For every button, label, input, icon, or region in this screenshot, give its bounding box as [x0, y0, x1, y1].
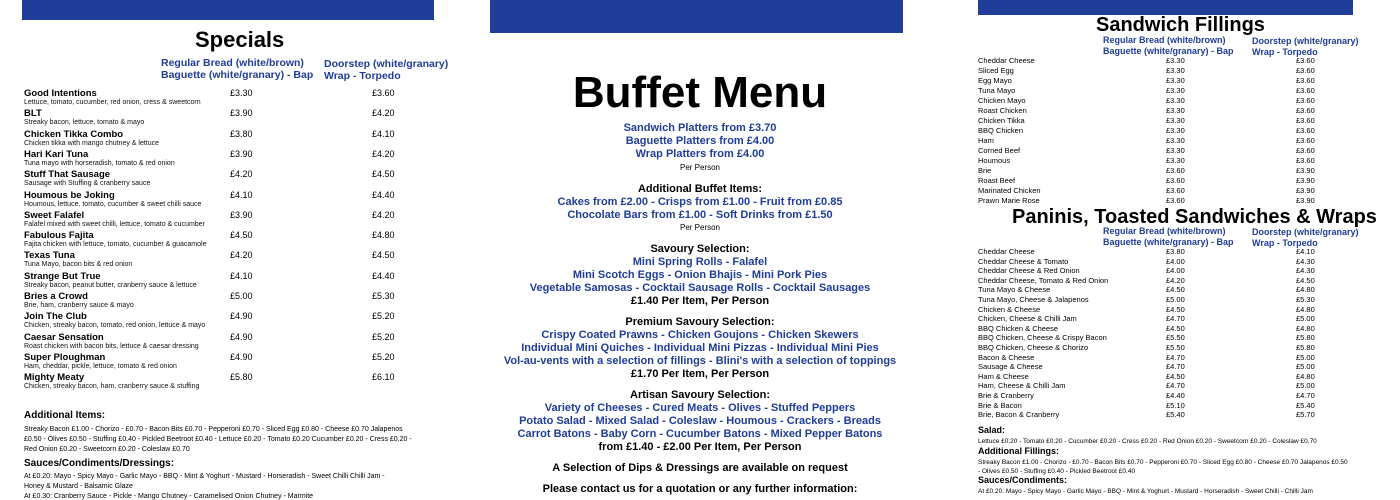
specials-item-price-regular: £4.10 — [230, 189, 253, 200]
paninis-col2-header-2: Wrap - Torpedo — [1252, 238, 1318, 248]
filling-row-price-regular: £3.30 — [1166, 116, 1185, 125]
panini-row-name: Brie & Bacon — [978, 400, 1022, 410]
savoury-title: Savoury Selection: — [650, 243, 750, 255]
specials-item-price-doorstep: £5.20 — [372, 311, 395, 322]
specials-item-desc: Streaky bacon, peanut butter, cranberry sauce & lettuce — [24, 281, 197, 289]
fillings-col2-header-1: Doorstep (white/granary) — [1252, 36, 1359, 46]
specials-banner — [22, 0, 434, 20]
filling-row-price-doorstep: £3.60 — [1296, 96, 1315, 105]
panini-row-price-doorstep: £4.80 — [1296, 371, 1315, 381]
panini-row-name: Cheddar Cheese & Tomato — [978, 256, 1069, 266]
panini-row-price-regular: £4.70 — [1166, 352, 1185, 362]
filling-row-price-regular: £3.30 — [1166, 86, 1185, 95]
filling-row-name: Marinated Chicken — [978, 186, 1041, 195]
panini-row-price-regular: £4.00 — [1166, 266, 1185, 276]
filling-row-price-doorstep: £3.90 — [1296, 186, 1315, 195]
filling-row-name: Sliced Egg — [978, 66, 1014, 75]
specials-item — [24, 210, 444, 232]
panini-row-name: Ham & Cheese — [978, 371, 1029, 381]
specials-col2-header-1: Doorstep (white/granary) — [324, 58, 449, 70]
panini-row — [978, 295, 1318, 305]
panini-row-price-doorstep: £4.80 — [1296, 304, 1315, 314]
specials-item-name: Strange But True — [24, 270, 101, 282]
panini-row — [978, 247, 1318, 257]
panini-row-price-doorstep: £5.80 — [1296, 343, 1315, 352]
specials-item — [24, 332, 444, 354]
premium-line1: Crispy Coated Prawns - Chicken Goujons - Chicken Skewers — [541, 329, 859, 341]
filling-row — [978, 116, 1318, 126]
paninis-col1-header-2: Baguette (white/granary) - Bap — [1103, 237, 1234, 247]
panini-row-price-regular: £5.00 — [1166, 295, 1185, 304]
specials-item — [24, 149, 444, 171]
filling-row-price-regular: £3.30 — [1166, 96, 1185, 105]
filling-row-price-doorstep: £3.60 — [1296, 156, 1315, 165]
panini-row — [978, 410, 1318, 420]
panini-row-price-doorstep: £4.70 — [1296, 391, 1315, 400]
specials-item-price-doorstep: £5.20 — [372, 331, 395, 342]
filling-row-price-regular: £3.30 — [1166, 136, 1185, 145]
panini-row-name: Bacon & Cheese — [978, 352, 1035, 362]
panini-row-price-doorstep: £4.50 — [1296, 275, 1315, 285]
filling-row — [978, 86, 1318, 96]
specials-additional-text: Streaky Bacon £1.00 - Chorizo - £0.70 - Bacon Bits £0.70 - Pepperoni £0.70 - Sliced Egg £0.80 - Cheese £0.70 Jalapenos £0.50 - Olives £0.50 - Stuffing £0.40 - Pickled Beetroot £0.40 - Lettuce £0.20 - Tomato £0.20 Cucumber £0.20 - Cress £0.20 - Red Onion £0.20 - Sweetcorn £0.20 - Coleslaw £0.70 — [24, 426, 412, 453]
additional-per-person: Per Person — [679, 223, 721, 232]
panini-row-price-regular: £4.50 — [1166, 371, 1185, 381]
filling-row-name: Roast Chicken — [978, 106, 1027, 115]
premium-line3: Vol-au-vents with a selection of fillings - Blini's with a selection of toppings — [503, 355, 897, 367]
specials-item-price-regular: £4.90 — [230, 351, 253, 362]
specials-item-desc: Chicken, streaky bacon, tomato, red onion, lettuce & mayo — [24, 322, 206, 330]
paninis-col2-header-1: Doorstep (white/granary) — [1252, 227, 1359, 237]
specials-item-name: Good Intentions — [24, 88, 97, 99]
artisan-line1: Variety of Cheeses - Cured Meats - Olives - Stuffed Peppers — [544, 402, 856, 414]
filling-row — [978, 186, 1318, 196]
specials-item-name: Super Ploughman — [24, 351, 106, 363]
specials-item-price-regular: £4.90 — [230, 331, 253, 342]
filling-row-price-regular: £3.30 — [1166, 156, 1185, 165]
specials-col2-header-2: Wrap - Torpedo — [324, 70, 401, 82]
salad-title: Salad: — [978, 425, 1006, 435]
panini-row-price-regular: £4.70 — [1166, 314, 1185, 324]
specials-item — [24, 108, 444, 130]
panini-row-price-doorstep: £5.30 — [1296, 295, 1315, 304]
specials-item — [24, 129, 444, 151]
specials-item-name: Texas Tuna — [24, 250, 75, 262]
paninis-col1-header-1: Regular Bread (white/brown) — [1103, 226, 1226, 236]
panini-row-price-regular: £4.50 — [1166, 323, 1185, 333]
panini-row — [978, 353, 1318, 363]
platter-wrap: Wrap Platters from £4.00 — [635, 148, 765, 160]
filling-row-name: Ham — [978, 136, 994, 145]
panini-row — [978, 285, 1318, 295]
specials-item-desc: Fajita chicken with lettuce, tomato, cucumber & guacamole — [24, 241, 207, 249]
panini-row-price-regular: £4.70 — [1166, 362, 1185, 372]
filling-row-name: Roast Beef — [978, 176, 1016, 185]
specials-item-price-regular: £5.80 — [230, 372, 253, 383]
platter-sandwich: Sandwich Platters from £3.70 — [623, 122, 777, 134]
specials-item-price-doorstep: £4.50 — [372, 169, 395, 180]
paninis-title: Paninis, Toasted Sandwiches & Wraps — [1012, 206, 1377, 228]
specials-item-name: Bries a Crowd — [24, 291, 88, 302]
specials-item-desc: Tuna mayo with horseradish, tomato & red onion — [24, 159, 175, 167]
specials-item-name: Fabulous Fajita — [24, 230, 94, 242]
specials-item-price-regular: £5.00 — [230, 291, 253, 301]
specials-item-price-doorstep: £5.30 — [372, 291, 395, 301]
specials-item-desc: Roast chicken with bacon bits, lettuce & caesar dressing — [24, 342, 199, 350]
specials-item-desc: Houmous, lettuce, tomato, cucumber & sweet chilli sauce — [24, 200, 202, 208]
panini-row-name: BBQ Chicken, Cheese & Crispy Bacon — [978, 333, 1107, 343]
specials-item-desc: Sausage with Stuffing & cranberry sauce — [24, 180, 151, 188]
specials-item-desc: Falafel mixed with sweet chilli, lettuce, tomato & cucumber — [24, 220, 205, 228]
panini-row-price-doorstep: £4.30 — [1296, 266, 1315, 276]
specials-item-price-doorstep: £4.50 — [372, 250, 395, 261]
artisan-line3: Carrot Batons - Baby Corn - Cucumber Batons - Mixed Pepper Batons — [517, 428, 883, 440]
filling-row-price-doorstep: £3.60 — [1296, 136, 1315, 145]
fillings-col2-header-2: Wrap - Torpedo — [1252, 47, 1318, 57]
panini-row-name: Tuna Mayo, Cheese & Jalapenos — [978, 295, 1089, 304]
buffet-title: Buffet Menu — [572, 68, 828, 117]
filling-row-price-doorstep: £3.90 — [1296, 176, 1315, 185]
specials-item-price-regular: £3.90 — [230, 148, 253, 159]
artisan-title: Artisan Savoury Selection: — [630, 389, 770, 401]
specials-item-name: Join The Club — [24, 311, 87, 323]
specials-panel — [0, 0, 450, 500]
specials-item — [24, 291, 444, 313]
premium-line2: Individual Mini Quiches - Individual Mini Pizzas - Individual Mini Pies — [521, 342, 879, 354]
artisan-price: from £1.40 - £2.00 Per Item, Per Person — [598, 441, 802, 453]
filling-row-price-doorstep: £3.60 — [1296, 86, 1315, 95]
filling-row — [978, 166, 1318, 176]
filling-row-price-doorstep: £3.90 — [1296, 196, 1315, 205]
panini-row-price-regular: £5.50 — [1166, 333, 1185, 343]
specials-item-price-regular: £3.90 — [230, 108, 253, 119]
specials-item — [24, 352, 444, 374]
specials-col1-header-2: Baguette (white/granary) - Bap — [161, 69, 314, 81]
filling-row — [978, 66, 1318, 76]
panini-row-price-regular: £4.50 — [1166, 285, 1185, 295]
filling-row-price-regular: £3.30 — [1166, 126, 1185, 135]
specials-item-price-doorstep: £3.60 — [372, 88, 395, 98]
panini-row-price-regular: £4.00 — [1166, 256, 1185, 266]
filling-row-name: Prawn Marie Rose — [978, 196, 1040, 205]
fillings-col1-header-2: Baguette (white/granary) - Bap — [1103, 46, 1234, 56]
specials-item — [24, 169, 444, 191]
specials-sauces-text: At £0.20: Mayo - Spicy Mayo - Garlic Mayo - BBQ - Mint & Yoghurt - Mustard - Horseradish - Sweet Chilli Chilli Jam - Honey & Mustard - Balsamic Glaze — [24, 473, 385, 490]
dips-note: A Selection of Dips & Dressings are available on request — [552, 462, 848, 474]
panini-row-price-regular: £5.50 — [1166, 343, 1185, 352]
filling-row-price-regular: £3.60 — [1166, 186, 1185, 195]
panini-row-name: Tuna Mayo & Cheese — [978, 285, 1051, 295]
savoury-line2: Mini Scotch Eggs - Onion Bhajis - Mini Pork Pies — [572, 269, 828, 281]
specials-item — [24, 190, 444, 212]
specials-col1-header-1: Regular Bread (white/brown) — [161, 57, 304, 69]
platter-per-person: Per Person — [679, 163, 721, 172]
filling-row-price-regular: £3.60 — [1166, 166, 1185, 175]
filling-row-price-doorstep: £3.60 — [1296, 76, 1315, 85]
panini-row-price-regular: £4.20 — [1166, 275, 1185, 285]
panini-row-name: Sausage & Cheese — [978, 362, 1043, 372]
filling-row — [978, 136, 1318, 146]
specials-item-name: Sweet Falafel — [24, 209, 85, 221]
specials-sauces-title: Sauces/Condiments/Dressings: — [24, 458, 175, 469]
panini-row-name: Cheddar Cheese & Red Onion — [978, 266, 1080, 276]
specials-item-price-doorstep: £4.10 — [372, 128, 395, 139]
savoury-line1: Mini Spring Rolls - Falafel — [632, 256, 768, 268]
specials-item-name: Chicken Tikka Combo — [24, 128, 124, 140]
platter-baguette: Baguette Platters from £4.00 — [625, 135, 775, 147]
panini-row-price-doorstep: £4.30 — [1296, 256, 1315, 266]
panini-row — [978, 266, 1318, 276]
specials-item-name: Caesar Sensation — [24, 331, 104, 343]
panini-row — [978, 372, 1318, 382]
panini-row — [978, 333, 1318, 343]
filling-row-price-regular: £3.30 — [1166, 56, 1185, 65]
specials-item-price-doorstep: £4.20 — [372, 209, 395, 220]
panini-row-name: BBQ Chicken & Cheese — [978, 323, 1059, 333]
specials-item-desc: Tuna Mayo, bacon bits & red onion — [24, 261, 133, 269]
panini-row — [978, 324, 1318, 334]
panini-row-name: Cheddar Cheese — [978, 247, 1035, 256]
specials-item-desc: Brie, ham, cranberry sauce & mayo — [24, 302, 134, 309]
filling-row — [978, 106, 1318, 116]
specials-item-name: Mighty Meaty — [24, 372, 85, 384]
specials-item-price-regular: £4.10 — [230, 270, 253, 281]
filling-row-price-doorstep: £3.60 — [1296, 106, 1315, 115]
panini-row-name: Ham, Cheese & Chilli Jam — [978, 381, 1066, 391]
filling-row-name: Corned Beef — [978, 146, 1021, 155]
panini-row-name: Chicken, Cheese & Chilli Jam — [978, 314, 1077, 324]
filling-row-price-doorstep: £3.60 — [1296, 56, 1315, 65]
specials-item-desc: Lettuce, tomato, cucumber, red onion, cress & sweetcorn — [24, 99, 201, 106]
panini-row-price-regular: £5.40 — [1166, 410, 1185, 420]
specials-item-price-doorstep: £6.10 — [372, 372, 395, 383]
panini-row-price-doorstep: £4.80 — [1296, 323, 1315, 333]
panini-row-price-regular: £4.70 — [1166, 381, 1185, 391]
filling-row-name: Chicken Mayo — [978, 96, 1026, 105]
filling-row-name: Brie — [978, 166, 992, 175]
specials-item-name: BLT — [24, 108, 42, 120]
filling-row — [978, 196, 1318, 206]
filling-row-name: Cheddar Cheese — [978, 56, 1035, 65]
buffet-additional-line1: Cakes from £2.00 - Crisps from £1.00 - Fruit from £0.85 — [557, 196, 843, 208]
panini-row — [978, 391, 1318, 401]
panini-row — [978, 257, 1318, 267]
panini-row-price-doorstep: £5.00 — [1296, 352, 1315, 362]
panini-row-price-regular: £3.80 — [1166, 247, 1185, 256]
artisan-line2: Potato Salad - Mixed Salad - Coleslaw - Houmous - Crackers - Breads — [519, 415, 881, 427]
specials-item — [24, 271, 444, 293]
fillings-title: Sandwich Fillings — [1096, 14, 1265, 36]
paninis-sauces-text: At £0.20: Mayo - Spicy Mayo - Garlic Mayo - BBQ - Mint & Yoghurt - Mustard - Horseradish - Sweet Chilli - Chilli Jam — [978, 488, 1313, 495]
panini-row — [978, 305, 1318, 315]
specials-item — [24, 311, 444, 333]
specials-item-price-regular: £4.90 — [230, 311, 253, 322]
panini-row-name: Cheddar Cheese, Tomato & Red Onion — [978, 275, 1109, 285]
specials-title: Specials — [195, 27, 285, 52]
filling-row-price-regular: £3.30 — [1166, 106, 1185, 115]
specials-item — [24, 250, 444, 272]
filling-row-name: Tuna Mayo — [978, 86, 1016, 95]
buffet-panel — [490, 0, 910, 500]
panini-row-price-doorstep: £5.70 — [1296, 410, 1315, 420]
panini-row-name: BBQ Chicken, Cheese & Chorizo — [978, 343, 1089, 352]
salad-text: Lettuce £0.20 - Tomato £0.20 - Cucumber £0.20 - Cress £0.20 - Red Onion £0.20 - Sweetcorn £0.20 - Coleslaw £0.70 — [978, 438, 1317, 445]
filling-row-price-doorstep: £3.90 — [1296, 166, 1315, 175]
fillings-col1-header-1: Regular Bread (white/brown) — [1103, 35, 1226, 45]
filling-row-name: Chicken Tikka — [978, 116, 1025, 125]
filling-row-name: Egg Mayo — [978, 76, 1012, 85]
fillings-panel — [978, 0, 1400, 500]
specials-item-price-regular: £3.90 — [230, 209, 253, 220]
premium-title: Premium Savoury Selection: — [625, 316, 775, 328]
filling-row-price-regular: £3.30 — [1166, 146, 1185, 155]
filling-row-price-regular: £3.30 — [1166, 66, 1185, 75]
specials-item-price-doorstep: £4.20 — [372, 108, 395, 119]
specials-item-price-regular: £4.50 — [230, 230, 253, 241]
specials-item — [24, 230, 444, 252]
panini-row — [978, 276, 1318, 286]
specials-item-desc: Streaky bacon, lettuce, tomato & mayo — [24, 119, 145, 127]
specials-item-price-regular: £3.30 — [230, 88, 253, 98]
specials-item-price-doorstep: £4.40 — [372, 270, 395, 281]
filling-row-price-regular: £3.60 — [1166, 176, 1185, 185]
panini-row — [978, 343, 1318, 353]
specials-item-price-regular: £3.80 — [230, 128, 253, 139]
specials-item — [24, 88, 444, 110]
panini-row-price-doorstep: £5.00 — [1296, 362, 1315, 372]
specials-item-desc: Ham, cheddar, pickle, lettuce, tomato & red onion — [24, 362, 177, 370]
paninis-sauces-title: Sauces/Condiments: — [978, 475, 1068, 485]
specials-item-price-doorstep: £4.80 — [372, 230, 395, 241]
panini-row — [978, 401, 1318, 411]
specials-item-name: Stuff That Sausage — [24, 169, 111, 181]
panini-row-price-doorstep: £4.80 — [1296, 285, 1315, 295]
savoury-line3: Vegetable Samosas - Cocktail Sausage Rolls - Cocktail Sausages — [529, 282, 871, 294]
filling-row — [978, 156, 1318, 166]
filling-row — [978, 146, 1318, 156]
filling-row — [978, 76, 1318, 86]
filling-row — [978, 126, 1318, 136]
panini-row-price-regular: £5.10 — [1166, 400, 1185, 410]
filling-row-price-regular: £3.30 — [1166, 76, 1185, 85]
specials-item-price-regular: £4.20 — [230, 250, 253, 261]
panini-row-price-doorstep: £4.10 — [1296, 247, 1315, 256]
panini-row — [978, 381, 1318, 391]
additional-fillings-title: Additional Fillings: — [978, 446, 1059, 456]
filling-row-price-doorstep: £3.60 — [1296, 116, 1315, 125]
specials-item-price-doorstep: £4.20 — [372, 148, 395, 159]
filling-row-price-doorstep: £3.60 — [1296, 146, 1315, 155]
buffet-additional-line2: Chocolate Bars from £1.00 - Soft Drinks from £1.50 — [567, 209, 833, 221]
specials-item-price-doorstep: £4.40 — [372, 189, 395, 200]
specials-additional-title: Additional Items: — [24, 410, 106, 421]
savoury-price: £1.40 Per Item, Per Person — [630, 295, 770, 307]
filling-row — [978, 176, 1318, 186]
fillings-banner — [978, 0, 1353, 15]
specials-item-name: Hari Kari Tuna — [24, 148, 89, 160]
premium-price: £1.70 Per Item, Per Person — [630, 368, 770, 380]
specials-item-name: Houmous be Joking — [24, 189, 115, 201]
filling-row-name: BBQ Chicken — [978, 126, 1024, 135]
filling-row-price-doorstep: £3.60 — [1296, 66, 1315, 75]
filling-row — [978, 96, 1318, 106]
specials-item-price-doorstep: £5.20 — [372, 351, 395, 362]
specials-item-desc: Chicken, streaky bacon, ham, cranberry sauce & stuffing — [24, 383, 200, 391]
specials-item-desc: Chicken tikka with mango chutney & lettuce — [24, 139, 160, 147]
panini-row-price-doorstep: £5.00 — [1296, 381, 1315, 391]
buffet-additional-title: Additional Buffet Items: — [637, 183, 763, 195]
filling-row-price-regular: £3.60 — [1166, 196, 1185, 205]
panini-row-name: Brie, Bacon & Cranberry — [978, 410, 1060, 420]
filling-row-name: Houmous — [978, 156, 1011, 165]
filling-row — [978, 56, 1318, 66]
panini-row-name: Brie & Cranberry — [978, 391, 1034, 400]
specials-item-price-regular: £4.20 — [230, 169, 253, 180]
buffet-banner — [490, 0, 903, 33]
specials-sauces-text-2: At £0.30: Cranberry Sauce - Pickle - Mango Chutney - Caramelised Onion Chutney - Marmite — [24, 493, 314, 500]
panini-row-price-regular: £4.40 — [1166, 391, 1185, 400]
filling-row-price-doorstep: £3.60 — [1296, 126, 1315, 135]
panini-row — [978, 362, 1318, 372]
panini-row-name: Chicken & Cheese — [978, 304, 1041, 314]
panini-row-price-regular: £4.50 — [1166, 304, 1185, 314]
additional-fillings-text: Streaky Bacon £1.00 - Chorizo - £0.70 - Bacon Bits £0.70 - Pepperoni £0.70 - Sliced Egg £0.80 - Cheese £0.70 Jalapenos £0.50 - Olives £0.50 - Stuffing £0.40 - Pickled Beetroot £0.40 — [978, 459, 1348, 475]
specials-item — [24, 372, 444, 394]
panini-row-price-doorstep: £5.80 — [1296, 333, 1315, 343]
contact-note: Please contact us for a quotation or any further information: — [542, 483, 858, 495]
panini-row — [978, 314, 1318, 324]
panini-row-price-doorstep: £5.00 — [1296, 314, 1315, 324]
panini-row-price-doorstep: £5.40 — [1296, 400, 1315, 410]
